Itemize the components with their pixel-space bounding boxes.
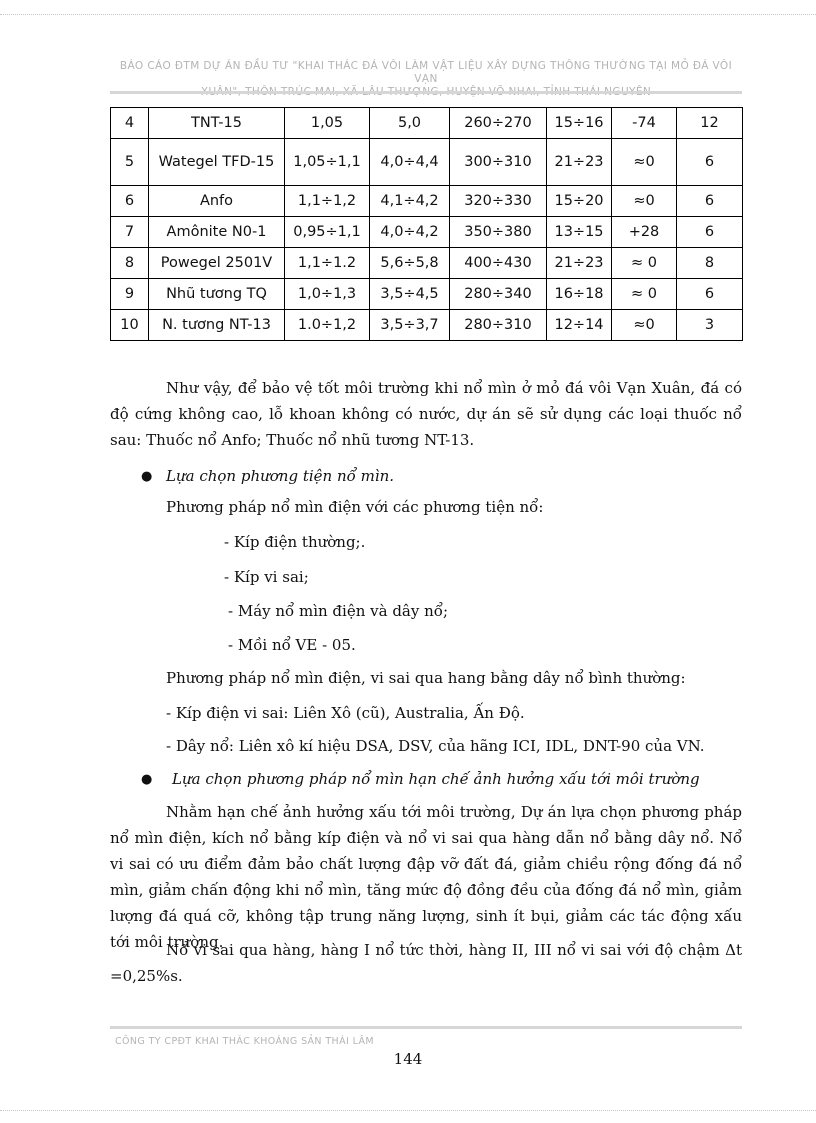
- bullet-heading-blasting-means: Lựa chọn phương tiện nổ mìn.: [166, 467, 395, 485]
- table-cell: 300÷310: [450, 139, 547, 186]
- table-cell: 1,05÷1,1: [285, 139, 370, 186]
- table-cell: 1,1÷1.2: [285, 248, 370, 279]
- table-cell: 400÷430: [450, 248, 547, 279]
- list-item: - Máy nổ mìn điện và dây nổ;: [228, 602, 449, 620]
- table-cell: 15÷16: [547, 108, 612, 139]
- table-cell: 8: [111, 248, 149, 279]
- method-delay-blasting: Phương pháp nổ mìn điện, vi sai qua hang bằng dây nổ bình thường:: [166, 669, 686, 687]
- table-cell: 12÷14: [547, 310, 612, 341]
- table-cell: 1.0÷1,2: [285, 310, 370, 341]
- table-cell: 350÷380: [450, 217, 547, 248]
- list-item: - Kíp điện thường;.: [224, 533, 366, 551]
- table-cell: Powegel 2501V: [149, 248, 285, 279]
- footer-divider: [110, 1026, 742, 1029]
- page-edge-top: [0, 14, 816, 15]
- table-cell: 1,1÷1,2: [285, 186, 370, 217]
- table-cell: ≈0: [612, 310, 677, 341]
- table-cell: 280÷310: [450, 310, 547, 341]
- table-cell: 320÷330: [450, 186, 547, 217]
- table-row: [111, 108, 743, 139]
- table-row: [111, 217, 743, 248]
- table-cell: -74: [612, 108, 677, 139]
- table-cell: 8: [677, 248, 743, 279]
- table-cell: Anfo: [149, 186, 285, 217]
- table-cell: 6: [677, 186, 743, 217]
- table-cell: 1,0÷1,3: [285, 279, 370, 310]
- table-cell: 6: [677, 279, 743, 310]
- table-cell: 9: [111, 279, 149, 310]
- list-item: - Kíp vi sai;: [224, 568, 309, 586]
- table-cell: 280÷340: [450, 279, 547, 310]
- table-cell: 6: [677, 139, 743, 186]
- table-cell: ≈0: [612, 139, 677, 186]
- table-cell: 4: [111, 108, 149, 139]
- paragraph-row-delay: Nổ vi sai qua hàng, hàng I nổ tức thời, hàng II, III nổ vi sai với độ chậm Δt =0,25%s.: [110, 941, 742, 985]
- paragraph-explosive-choice: Như vậy, để bảo vệ tốt môi trường khi nổ mìn ở mỏ đá vôi Vạn Xuân, đá có độ cứng không cao, lỗ khoan không có nước, dự án sẽ sử dụng các loại thuốc nổ sau: Thuốc nổ Anfo; Thuốc nổ nhũ tương NT-13.: [110, 379, 742, 449]
- detonating-cord-origin: - Dây nổ: Liên xô kí hiệu DSA, DSV, của hãng ICI, IDL, DNT-90 của VN.: [166, 737, 705, 755]
- table-cell: ≈0: [612, 186, 677, 217]
- table-cell: ≈ 0: [612, 279, 677, 310]
- table-cell: 10: [111, 310, 149, 341]
- header-divider: [110, 91, 742, 94]
- page-number: 144: [393, 1050, 423, 1068]
- table-row: [111, 279, 743, 310]
- table-row: [111, 248, 743, 279]
- table-cell: 12: [677, 108, 743, 139]
- explosives-table: [110, 107, 743, 341]
- table-cell: +28: [612, 217, 677, 248]
- table-cell: Amônite N0-1: [149, 217, 285, 248]
- table-cell: ≈ 0: [612, 248, 677, 279]
- footer-company: CÔNG TY CPĐT KHAI THÁC KHOÁNG SẢN THÁI LÂM: [115, 1036, 374, 1047]
- table-cell: 6: [111, 186, 149, 217]
- table-cell: Nhũ tương TQ: [149, 279, 285, 310]
- table-cell: 5: [111, 139, 149, 186]
- table-cell: 16÷18: [547, 279, 612, 310]
- table-cell: 13÷15: [547, 217, 612, 248]
- delay-detonator-origin: - Kíp điện vi sai: Liên Xô (cũ), Australia, Ấn Độ.: [166, 704, 525, 722]
- table-row: [111, 310, 743, 341]
- table-cell: 7: [111, 217, 149, 248]
- table-cell: 5,6÷5,8: [370, 248, 450, 279]
- table-cell: 4,0÷4,2: [370, 217, 450, 248]
- table-cell: 260÷270: [450, 108, 547, 139]
- paragraph-delay-blasting-advantages: Nhằm hạn chế ảnh hưởng xấu tới môi trường, Dự án lựa chọn phương pháp nổ mìn điện, kích nổ bằng kíp điện và nổ vi sai qua hàng dẫn nổ bằng dây nổ. Nổ vi sai có ưu điểm đảm bảo chất lượng đập vỡ đất đá, giảm chiều rộng đống đá nổ mìn, giảm chấn động khi nổ mìn, tăng mức độ đồng đều của đống đá nổ mìn, giảm lượng đá quá cỡ, không tập trung năng lượng, sinh ít bụi, giảm các tác động xấu tới môi trường.: [110, 803, 742, 951]
- table-cell: Wategel TFD-15: [149, 139, 285, 186]
- table-cell: 0,95÷1,1: [285, 217, 370, 248]
- method-electric-blasting: Phương pháp nổ mìn điện với các phương tiện nổ:: [166, 498, 544, 516]
- table-cell: 3,5÷4,5: [370, 279, 450, 310]
- table-row: [111, 186, 743, 217]
- table-cell: 21÷23: [547, 139, 612, 186]
- report-header-line-1: BÁO CÁO ĐTM DỰ ÁN ĐẦU TƯ "KHAI THÁC ĐÁ VÔI LÀM VẬT LIỆU XÂY DỰNG THÔNG THƯỜNG TẠI MỎ ĐÁ VÔI VẠN: [119, 60, 733, 85]
- bullet-heading-impact-reduction: Lựa chọn phương pháp nổ mìn hạn chế ảnh hưởng xấu tới môi trường: [172, 770, 700, 788]
- table-cell: 5,0: [370, 108, 450, 139]
- table-cell: TNT-15: [149, 108, 285, 139]
- table-cell: 6: [677, 217, 743, 248]
- table-row: [111, 139, 743, 186]
- table-cell: 4,1÷4,2: [370, 186, 450, 217]
- table-cell: 1,05: [285, 108, 370, 139]
- table-cell: 21÷23: [547, 248, 612, 279]
- page-edge-bottom: [0, 1110, 816, 1111]
- list-item: - Mồi nổ VE - 05.: [228, 636, 356, 654]
- table-cell: 3: [677, 310, 743, 341]
- table-cell: N. tương NT-13: [149, 310, 285, 341]
- table-cell: 4,0÷4,4: [370, 139, 450, 186]
- table-cell: 15÷20: [547, 186, 612, 217]
- bullet-icon: ●: [141, 772, 153, 787]
- table-cell: 3,5÷3,7: [370, 310, 450, 341]
- bullet-icon: ●: [141, 469, 153, 484]
